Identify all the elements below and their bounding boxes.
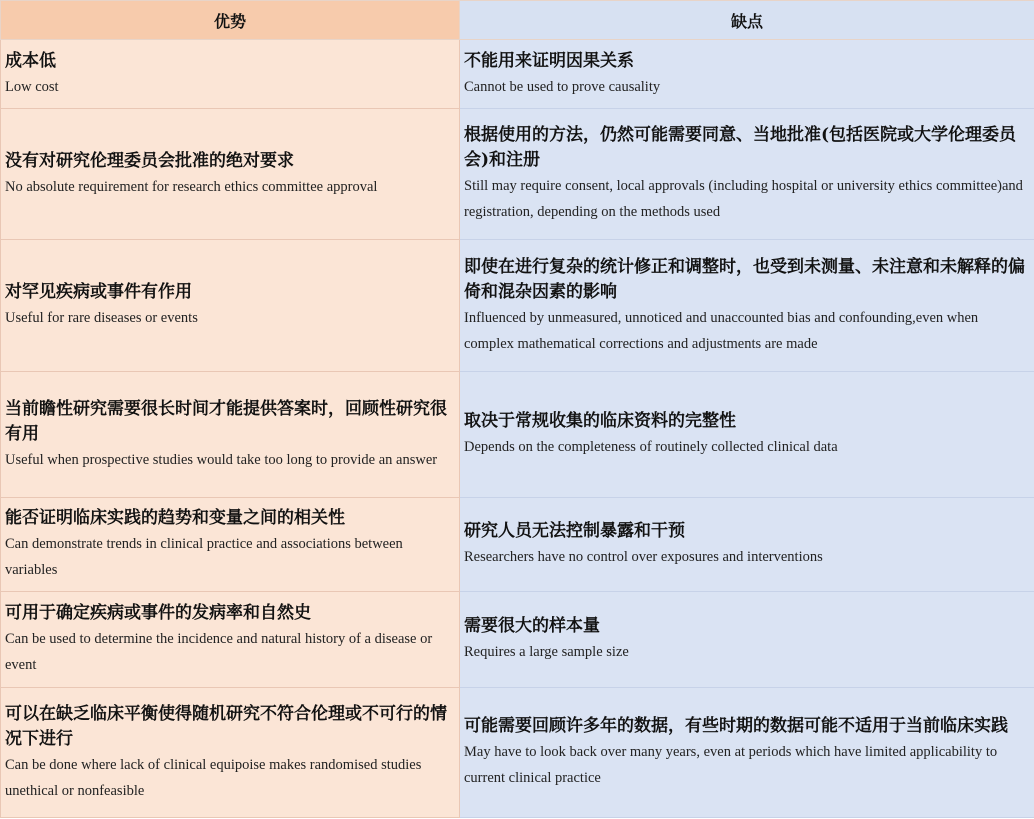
con-text-zh: 取决于常规收集的临床资料的完整性 — [464, 411, 736, 431]
table-row — [1, 592, 1034, 688]
pro-text-en: No absolute requirement for research ethics committee approval — [5, 178, 378, 195]
pro-cell — [1, 592, 460, 688]
con-text-zh: 可能需要回顾许多年的数据，有些时期的数据可能不适用于当前临床实践 — [464, 716, 1008, 736]
con-text-en: May have to look back over many years, even at periods which have limited applicability to current clinical practice — [464, 744, 998, 786]
pro-cell — [1, 240, 460, 372]
pro-cell — [1, 372, 460, 498]
con-cell — [460, 688, 1034, 818]
pro-text-zh: 可用于确定疾病或事件的发病率和自然史 — [5, 603, 311, 623]
pro-text-zh: 对罕见疾病或事件有作用 — [5, 282, 192, 302]
pro-cell — [1, 109, 460, 240]
table-row — [1, 240, 1034, 372]
pro-text-zh: 没有对研究伦理委员会批准的绝对要求 — [5, 150, 294, 171]
con-text-zh: 即使在进行复杂的统计修正和调整时，也受到未测量、未注意和未解释的偏倚和混杂因素的影响 — [464, 256, 1025, 302]
pro-text-zh: 能否证明临床实践的趋势和变量之间的相关性 — [5, 508, 345, 528]
pro-text-en: Useful for rare diseases or events — [5, 310, 198, 326]
con-cell — [460, 40, 1034, 109]
header-row — [1, 1, 1034, 40]
pro-cell — [1, 688, 460, 818]
pros-header: 优势 — [1, 1, 460, 40]
con-text-en: Cannot be used to prove causality — [464, 78, 661, 95]
con-text-en: Depends on the completeness of routinely collected clinical data — [464, 439, 838, 455]
table-row — [1, 40, 1034, 109]
pro-text-en: Can demonstrate trends in clinical practice and associations between variables — [5, 536, 403, 578]
con-cell — [460, 592, 1034, 688]
pro-cell — [1, 498, 460, 592]
pro-text-en: Low cost — [5, 78, 59, 95]
con-text-zh: 需要很大的样本量 — [464, 616, 600, 636]
con-cell — [460, 372, 1034, 498]
con-text-en: Requires a large sample size — [464, 644, 629, 660]
con-text-en: Researchers have no control over exposures and interventions — [464, 549, 823, 565]
con-text-zh: 研究人员无法控制暴露和干预 — [464, 521, 685, 541]
table-row — [1, 498, 1034, 592]
pro-text-zh: 可以在缺乏临床平衡使得随机研究不符合伦理或不可行的情况下进行 — [5, 703, 447, 749]
pro-text-en: Can be done where lack of clinical equipoise makes randomised studies unethical or nonfeasible — [5, 756, 422, 799]
con-text-en: Still may require consent, local approvals (including hospital or university ethics committee)and registration, depending on the methods used — [464, 178, 1023, 220]
pro-text-en: Useful when prospective studies would take too long to provide an answer — [5, 451, 438, 468]
pro-text-zh: 当前瞻性研究需要很长时间才能提供答案时，回顾性研究很有用 — [5, 398, 447, 444]
con-text-zh: 不能用来证明因果关系 — [464, 50, 634, 71]
pro-cell — [1, 40, 460, 109]
table-row — [1, 372, 1034, 498]
con-cell — [460, 109, 1034, 240]
cons-header: 缺点 — [460, 1, 1034, 40]
table-row — [1, 688, 1034, 818]
pro-text-zh: 成本低 — [5, 50, 56, 71]
con-cell — [460, 240, 1034, 372]
table-row — [1, 109, 1034, 240]
pro-text-en: Can be used to determine the incidence and natural history of a disease or event — [5, 631, 433, 673]
con-cell — [460, 498, 1034, 592]
con-text-zh: 根据使用的方法，仍然可能需要同意、当地批准(包括医院或大学伦理委员会)和注册 — [464, 125, 1017, 170]
con-text-en: Influenced by unmeasured, unnoticed and unaccounted bias and confounding,even when complex mathematical corrections and adjustments are made — [464, 309, 979, 352]
